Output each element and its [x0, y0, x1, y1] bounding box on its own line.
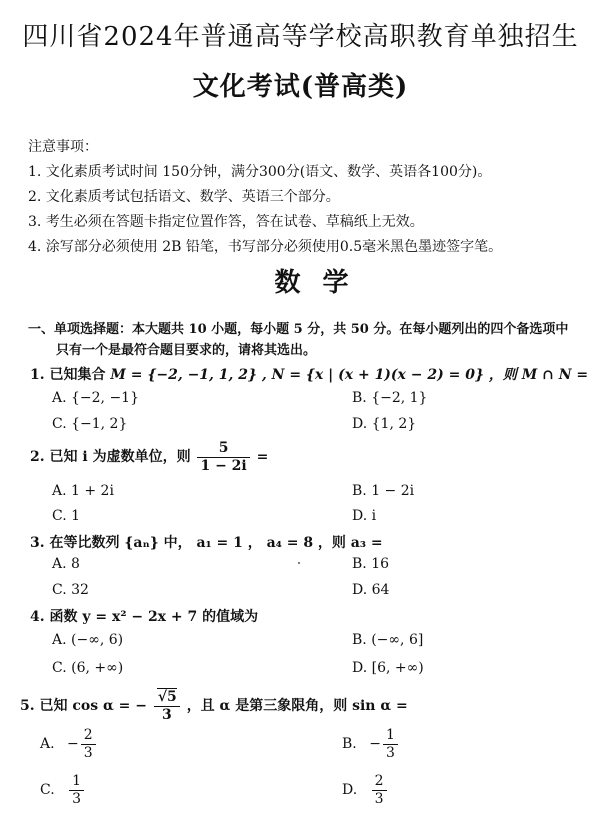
fraction-numerator: 2	[372, 774, 387, 791]
option-label: D.	[342, 782, 358, 799]
section-instructions-cont: 只有一个是最符合题目要求的，请将其选出。	[56, 343, 317, 358]
option-a[interactable]	[40, 728, 98, 760]
scan-speck	[298, 562, 300, 564]
question-4	[30, 606, 258, 626]
question-1	[30, 364, 588, 384]
fraction	[383, 728, 398, 760]
question-number: 3.	[30, 535, 45, 551]
option-a[interactable]: A. {−2, −1}	[52, 390, 140, 406]
question-stem: 已知 i 为虚数单位，则	[49, 449, 191, 466]
option-d[interactable]	[342, 774, 389, 806]
option-a[interactable]: A. 8	[52, 556, 80, 572]
fraction	[81, 728, 96, 760]
option-sign: −	[67, 736, 79, 753]
fraction-denominator: 3	[374, 790, 384, 807]
option-sign: −	[369, 736, 381, 753]
exam-subtitle: 文化考试(普高类)	[192, 72, 409, 102]
question-number: 2.	[30, 449, 45, 466]
question-stem: 已知集合	[49, 367, 106, 383]
question-stem-end: =	[256, 449, 269, 466]
option-label: A.	[40, 736, 55, 753]
question-number: 4.	[30, 609, 45, 625]
fraction	[154, 690, 180, 722]
option-d[interactable]: D. 64	[352, 582, 390, 598]
fraction	[69, 774, 84, 806]
question-3	[30, 532, 383, 552]
option-d[interactable]: D. {1, 2}	[352, 416, 417, 432]
note-item: 2. 文化素质考试包括语文、数学、英语三个部分。	[28, 189, 340, 205]
option-a[interactable]: A. (−∞, 6)	[52, 632, 124, 648]
question-5	[20, 690, 408, 722]
question-stem: 已知 cos α = −	[39, 698, 147, 715]
option-c[interactable]: C. {−1, 2}	[52, 416, 128, 432]
option-label: C.	[40, 782, 55, 799]
question-number: 1.	[30, 367, 45, 383]
fraction	[372, 774, 387, 806]
option-a[interactable]: A. 1 + 2i	[52, 483, 114, 499]
fraction	[197, 441, 249, 473]
section-instructions: 一、单项选择题：本大题共 10 小题，每小题 5 分，共 50 分。在每小题列出的四个备选项中	[28, 322, 569, 337]
note-item: 4. 涂写部分必须使用 2B 铅笔，书写部分必须使用0.5毫米黑色墨迹签字笔。	[28, 239, 503, 255]
option-c[interactable]	[40, 774, 86, 806]
fraction-numerator: 1	[383, 728, 398, 745]
option-b[interactable]: B. (−∞, 6]	[352, 632, 424, 648]
question-math: M = {−2, −1, 1, 2} , N = {x | (x + 1)(x − 2) = 0} ，则 M ∩ N =	[110, 367, 589, 383]
option-c[interactable]: C. 32	[52, 582, 89, 598]
exam-title: 四川省2024年普通高等学校高职教育单独招生	[22, 22, 579, 52]
subject-heading: 数学	[274, 268, 371, 298]
option-b[interactable]: B. 16	[352, 556, 390, 572]
note-item: 1. 文化素质考试时间 150分钟，满分300分(语文、数学、英语各100分)。	[28, 164, 492, 180]
option-b[interactable]: B. {−2, 1}	[352, 390, 428, 406]
option-b[interactable]: B. 1 − 2i	[352, 483, 415, 499]
question-stem-end: ，且 α 是第三象限角，则 sin α =	[186, 698, 408, 715]
notes-heading: 注意事项：	[28, 139, 98, 155]
option-d[interactable]: D. i	[352, 508, 377, 524]
fraction-numerator: 2	[81, 728, 96, 745]
option-b[interactable]	[342, 728, 400, 760]
fraction-numerator	[154, 690, 180, 707]
fraction-numerator: 1	[69, 774, 84, 791]
option-c[interactable]: C. 1	[52, 508, 81, 524]
question-stem: 在等比数列 {aₙ} 中， a₁ = 1 ， a₄ = 8 ，则 a₃ =	[49, 535, 383, 551]
option-d[interactable]: D. [6, +∞)	[352, 660, 424, 676]
fraction-denominator: 3	[72, 790, 82, 807]
option-label: B.	[342, 736, 357, 753]
fraction-denominator: 1 − 2i	[200, 457, 247, 474]
question-2	[30, 441, 268, 473]
question-stem: 函数 y = x² − 2x + 7 的值域为	[49, 609, 259, 625]
fraction-denominator: 3	[83, 744, 93, 761]
note-item: 3. 考生必须在答题卡指定位置作答，答在试卷、草稿纸上无效。	[28, 214, 424, 230]
fraction-numerator: 5	[197, 441, 249, 458]
option-c[interactable]: C. (6, +∞)	[52, 660, 124, 676]
question-number: 5.	[20, 698, 35, 715]
sqrt-five: √5	[157, 689, 177, 705]
fraction-denominator: 3	[161, 706, 172, 723]
fraction-denominator: 3	[385, 744, 395, 761]
